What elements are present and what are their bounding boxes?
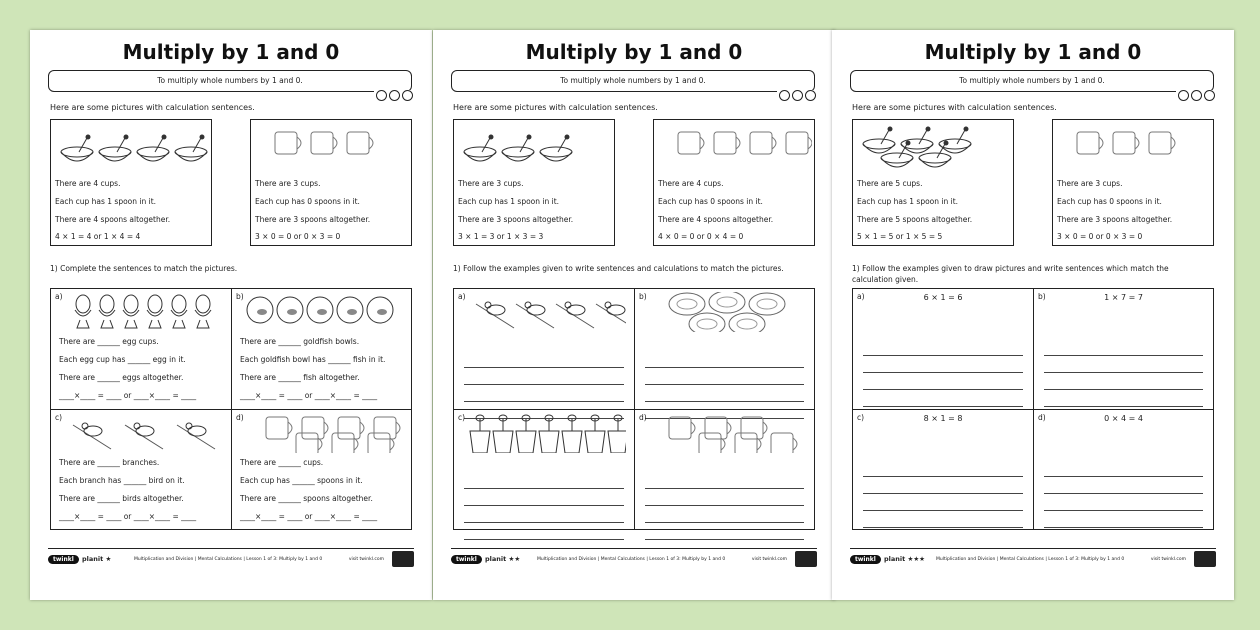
example-box — [653, 119, 815, 246]
fill-in-sentence[interactable]: Each goldfish bowl has ______ fish in it. — [240, 355, 386, 364]
example-sentence: Each cup has 1 spoon in it. — [857, 196, 959, 206]
writing-line[interactable] — [464, 385, 624, 402]
mugs-illustration — [244, 413, 407, 453]
example-sentence: There are 3 spoons altogether. — [255, 214, 371, 224]
cell-label: d) — [1038, 413, 1046, 422]
fill-in-sentence[interactable]: There are ______ birds altogether. — [59, 494, 184, 503]
calculation-sentence: 3 × 0 = 0 or 0 × 3 = 0 — [255, 232, 341, 242]
writing-line[interactable] — [1044, 390, 1203, 407]
lesson-info: Multiplication and Division | Mental Calculations | Lesson 1 of 3: Multiply by 1 and 0 — [537, 557, 726, 562]
example-sentence: There are 3 spoons altogether. — [1057, 214, 1173, 224]
example-box — [50, 119, 212, 246]
mugs-illustration — [1055, 124, 1211, 168]
fill-in-sentence[interactable]: There are ______ branches. — [59, 458, 160, 467]
answer-grid — [50, 288, 412, 530]
assessment-circle-icon — [805, 90, 816, 101]
example-sentence: Each cup has 0 spoons in it. — [1057, 196, 1162, 206]
assessment-circle-icon — [1204, 90, 1215, 101]
cups-with-spoons-illustration — [855, 124, 1011, 168]
writing-lines[interactable] — [464, 472, 624, 540]
mugs-illustration — [253, 124, 409, 168]
cell-label: b) — [1038, 292, 1046, 301]
writing-line[interactable] — [645, 489, 804, 506]
self-assessment-circles — [374, 90, 415, 101]
cell-label: a) — [857, 292, 865, 301]
planit-level: planit ★★★ — [884, 555, 925, 563]
writing-lines[interactable] — [863, 339, 1023, 407]
writing-line[interactable] — [464, 523, 624, 540]
example-sentence: There are 4 cups. — [55, 179, 121, 188]
intro-text: Here are some pictures with calculation sentences. — [852, 103, 1057, 112]
cell-label: b) — [236, 292, 244, 301]
writing-line[interactable] — [645, 472, 804, 489]
answer-cell — [634, 289, 814, 409]
worksheet-page — [30, 30, 432, 600]
assessment-circle-icon — [792, 90, 803, 101]
given-calculation: 8 × 1 = 8 — [923, 414, 963, 423]
assessment-circle-icon — [376, 90, 387, 101]
answer-cell — [634, 409, 814, 529]
objective-text: To multiply whole numbers by 1 and 0. — [560, 76, 706, 85]
writing-lines[interactable] — [1044, 339, 1203, 407]
worksheet-title: Multiply by 1 and 0 — [122, 40, 340, 64]
answer-cell — [1033, 409, 1213, 529]
writing-line[interactable] — [1044, 477, 1203, 494]
example-sentences — [458, 175, 573, 246]
cell-label: a) — [458, 292, 466, 301]
writing-line[interactable] — [863, 511, 1023, 528]
fill-in-sentence[interactable]: There are ______ fish altogether. — [240, 373, 360, 382]
example-sentence: There are 4 spoons altogether. — [658, 214, 774, 224]
writing-line[interactable] — [863, 477, 1023, 494]
worksheet-title: Multiply by 1 and 0 — [924, 40, 1142, 64]
answer-grid — [453, 288, 815, 530]
fill-in-calculation[interactable]: ____×____ = ____ or ____×____ = ____ — [59, 391, 197, 400]
writing-line[interactable] — [645, 506, 804, 523]
example-sentence: Each cup has 1 spoon in it. — [55, 196, 157, 206]
intro-text: Here are some pictures with calculation sentences. — [50, 103, 255, 112]
writing-lines[interactable] — [1044, 460, 1203, 528]
twinkl-logo: twinkl — [48, 555, 79, 564]
assessment-circle-icon — [402, 90, 413, 101]
worksheet-page — [433, 30, 835, 600]
calculation-sentence: 3 × 0 = 0 or 0 × 3 = 0 — [1057, 232, 1143, 242]
example-sentence: Each cup has 1 spoon in it. — [458, 196, 560, 206]
answer-cell — [231, 409, 411, 529]
given-calculation: 1 × 7 = 7 — [1104, 293, 1143, 302]
cell-label: c) — [458, 413, 466, 422]
question-instruction: 1) Follow the examples given to write sentences and calculations to match the pictures. — [453, 264, 784, 273]
writing-lines[interactable] — [645, 472, 804, 540]
writing-line[interactable] — [863, 390, 1023, 407]
mugs-illustration — [647, 413, 810, 453]
planit-level: planit ★ — [82, 555, 112, 563]
example-sentence: Each cup has 0 spoons in it. — [658, 196, 763, 206]
fill-in-sentence[interactable]: There are ______ goldfish bowls. — [240, 337, 360, 346]
example-sentences — [658, 175, 773, 246]
worksheet-title: Multiply by 1 and 0 — [525, 40, 743, 64]
publisher-badge-icon — [1194, 551, 1216, 567]
cell-label: d) — [639, 413, 647, 422]
learning-objective — [850, 70, 1214, 92]
writing-line[interactable] — [1044, 373, 1203, 390]
fill-in-sentence[interactable]: Each cup has ______ spoons in it. — [240, 476, 363, 485]
mugs-illustration — [656, 124, 812, 168]
writing-line[interactable] — [863, 356, 1023, 373]
answer-cell — [454, 289, 634, 409]
example-sentence: There are 3 cups. — [1057, 179, 1123, 188]
example-box — [250, 119, 412, 246]
answer-grid — [852, 288, 1214, 530]
calculation-sentence: 3 × 1 = 3 or 1 × 3 = 3 — [458, 232, 544, 242]
question-instruction: 1) Follow the examples given to draw pictures and write sentences which match the calculation given. — [852, 264, 1169, 284]
example-box — [1052, 119, 1214, 246]
writing-line[interactable] — [1044, 460, 1203, 477]
birds-on-branches-illustration — [466, 292, 630, 332]
fill-in-sentence[interactable]: There are ______ spoons altogether. — [240, 494, 373, 503]
twinkl-logo: twinkl — [451, 555, 482, 564]
writing-line[interactable] — [1044, 339, 1203, 356]
example-sentences — [857, 175, 972, 246]
writing-line[interactable] — [863, 494, 1023, 511]
writing-line[interactable] — [1044, 356, 1203, 373]
worksheet-page — [832, 30, 1234, 600]
assessment-circle-icon — [389, 90, 400, 101]
fill-in-sentences — [240, 333, 385, 405]
answer-cell — [1033, 289, 1213, 409]
example-sentence: There are 4 spoons altogether. — [55, 214, 171, 224]
writing-line[interactable] — [645, 523, 804, 540]
example-sentences — [255, 175, 370, 246]
answer-cell — [853, 409, 1033, 529]
fill-in-calculation[interactable]: ____×____ = ____ or ____×____ = ____ — [240, 391, 378, 400]
example-sentence: Each cup has 0 spoons in it. — [255, 196, 360, 206]
example-sentence: There are 3 cups. — [458, 179, 524, 188]
fill-in-calculation[interactable]: ____×____ = ____ or ____×____ = ____ — [240, 512, 378, 521]
birds-on-branches-illustration — [63, 413, 227, 453]
writing-line[interactable] — [464, 472, 624, 489]
plates-illustration — [647, 292, 810, 332]
cups-with-spoons-illustration — [456, 124, 612, 168]
cell-label: c) — [857, 413, 865, 422]
plant-pots-illustration — [466, 413, 630, 453]
example-sentence: There are 5 cups. — [857, 179, 923, 188]
example-box — [852, 119, 1014, 246]
website-link[interactable]: visit twinkl.com — [751, 557, 787, 562]
writing-line[interactable] — [863, 373, 1023, 390]
lesson-info: Multiplication and Division | Mental Calculations | Lesson 1 of 3: Multiply by 1 and 0 — [134, 557, 323, 562]
cell-label: a) — [55, 292, 63, 301]
assessment-circle-icon — [1191, 90, 1202, 101]
cups-with-spoons-illustration — [53, 124, 209, 168]
assessment-circle-icon — [1178, 90, 1189, 101]
writing-line[interactable] — [464, 506, 624, 523]
intro-text: Here are some pictures with calculation sentences. — [453, 103, 658, 112]
self-assessment-circles — [777, 90, 818, 101]
calculation-sentence: 5 × 1 = 5 or 1 × 5 = 5 — [857, 232, 943, 242]
cell-label: b) — [639, 292, 647, 301]
given-calculation: 6 × 1 = 6 — [923, 293, 963, 302]
writing-line[interactable] — [464, 368, 624, 385]
answer-cell — [454, 409, 634, 529]
fill-in-sentence[interactable]: Each branch has ______ bird on it. — [59, 476, 185, 485]
cell-label: c) — [55, 413, 63, 422]
example-sentence: There are 4 cups. — [658, 179, 724, 188]
example-sentence: There are 3 cups. — [255, 179, 321, 188]
writing-line[interactable] — [464, 489, 624, 506]
page-footer — [850, 548, 1216, 571]
cell-label: d) — [236, 413, 244, 422]
writing-line[interactable] — [1044, 511, 1203, 528]
planit-level: planit ★★ — [485, 555, 521, 563]
question-instruction: 1) Complete the sentences to match the pictures. — [50, 264, 238, 273]
learning-objective — [451, 70, 815, 92]
publisher-badge-icon — [795, 551, 817, 567]
learning-objective — [48, 70, 412, 92]
fill-in-sentences — [240, 454, 377, 526]
lesson-info: Multiplication and Division | Mental Calculations | Lesson 1 of 3: Multiply by 1 and 0 — [936, 557, 1125, 562]
answer-cell — [231, 289, 411, 409]
website-link[interactable]: visit twinkl.com — [348, 557, 384, 562]
page-footer — [451, 548, 817, 571]
page-footer — [48, 548, 414, 571]
writing-line[interactable] — [863, 460, 1023, 477]
fill-in-sentence[interactable]: There are ______ egg cups. — [59, 337, 159, 346]
writing-line[interactable] — [1044, 494, 1203, 511]
writing-line[interactable] — [464, 351, 624, 368]
calculation-sentence: 4 × 0 = 0 or 0 × 4 = 0 — [658, 232, 744, 242]
fill-in-sentences — [59, 333, 196, 405]
fill-in-sentence[interactable]: There are ______ eggs altogether. — [59, 373, 184, 382]
writing-line[interactable] — [863, 339, 1023, 356]
publisher-badge-icon — [392, 551, 414, 567]
objective-text: To multiply whole numbers by 1 and 0. — [157, 76, 303, 85]
writing-line[interactable] — [645, 385, 804, 402]
calculation-sentence: 4 × 1 = 4 or 1 × 4 = 4 — [55, 232, 141, 242]
fill-in-sentence[interactable]: Each egg cup has ______ egg in it. — [59, 355, 186, 364]
given-calculation: 0 × 4 = 4 — [1104, 414, 1143, 423]
objective-text: To multiply whole numbers by 1 and 0. — [959, 76, 1105, 85]
example-sentence: There are 5 spoons altogether. — [857, 214, 973, 224]
goldfish-bowls-illustration — [244, 292, 407, 332]
example-sentences — [1057, 175, 1172, 246]
twinkl-logo: twinkl — [850, 555, 881, 564]
writing-lines[interactable] — [863, 460, 1023, 528]
fill-in-sentence[interactable]: There are ______ cups. — [240, 458, 324, 467]
answer-cell — [853, 289, 1033, 409]
fill-in-calculation[interactable]: ____×____ = ____ or ____×____ = ____ — [59, 512, 197, 521]
website-link[interactable]: visit twinkl.com — [1150, 557, 1186, 562]
assessment-circle-icon — [779, 90, 790, 101]
example-box — [453, 119, 615, 246]
example-sentence: There are 3 spoons altogether. — [458, 214, 574, 224]
answer-cell — [51, 289, 231, 409]
answer-cell — [51, 409, 231, 529]
writing-line[interactable] — [645, 368, 804, 385]
self-assessment-circles — [1176, 90, 1217, 101]
egg-cups-illustration — [63, 292, 227, 332]
fill-in-sentences — [59, 454, 196, 526]
example-sentences — [55, 175, 170, 246]
writing-line[interactable] — [645, 351, 804, 368]
